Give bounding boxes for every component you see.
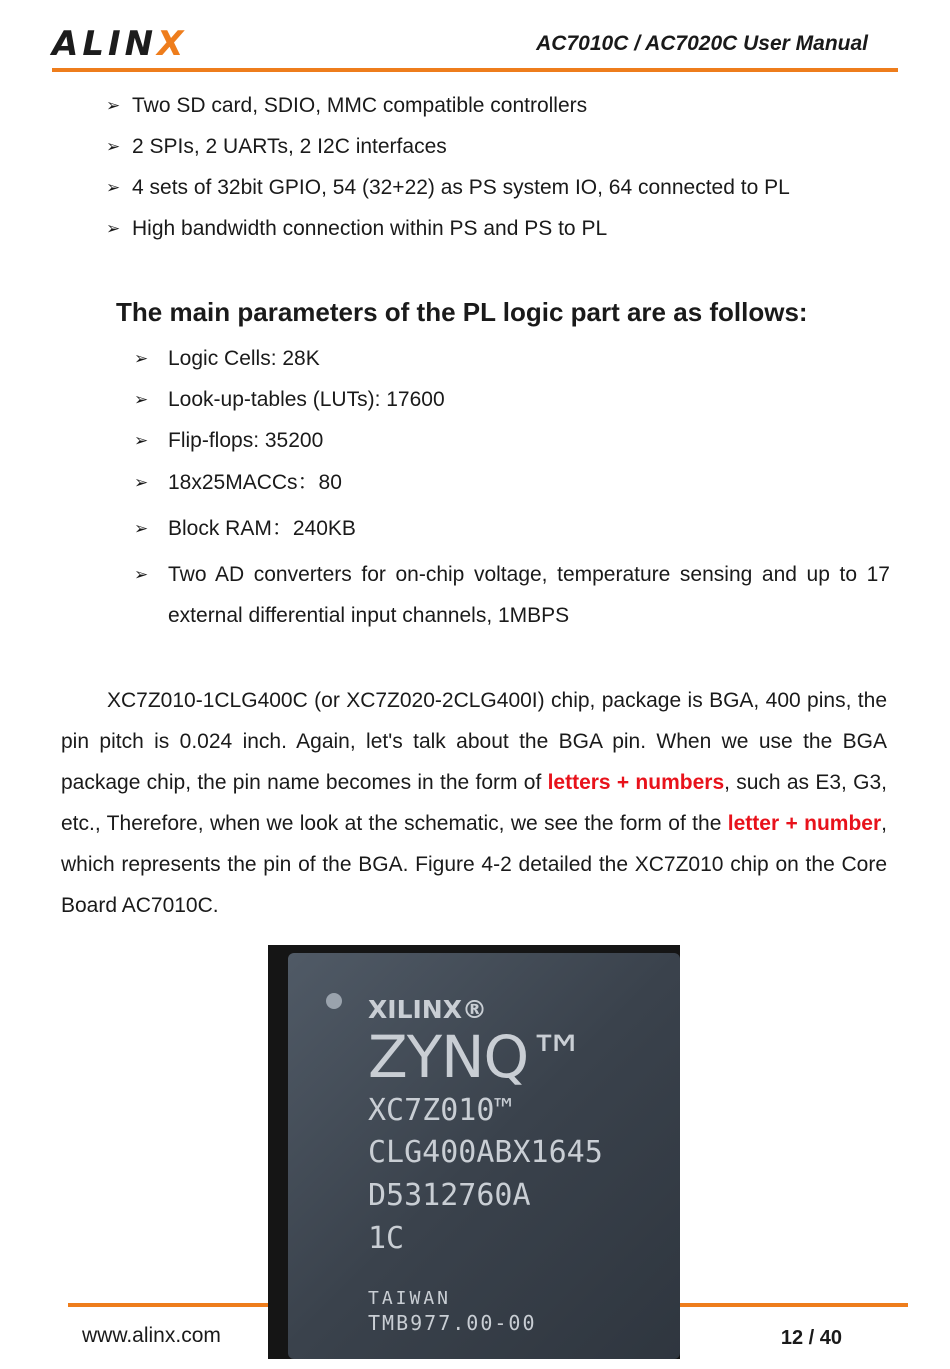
arrow-bullet-icon: ➢	[106, 219, 121, 238]
chip-package-code: CLG400ABX1645	[368, 1135, 603, 1170]
list-item: ➢ Look-up-tables (LUTs): 17600	[134, 386, 890, 427]
chip-lot-code: D5312760A	[368, 1178, 531, 1213]
header-divider	[52, 68, 898, 72]
arrow-bullet-icon: ➢	[134, 390, 149, 409]
arrow-bullet-icon: ➢	[134, 519, 149, 538]
ps-feature-list	[106, 92, 790, 256]
chip-family: ZYNQ™	[368, 1023, 586, 1091]
arrow-bullet-icon: ➢	[134, 349, 149, 368]
list-item: ➢ Block RAM：240KB	[134, 515, 890, 560]
list-item: ➢ 2 SPIs, 2 UARTs, 2 I2C interfaces	[106, 133, 790, 174]
body-paragraph: XC7Z010-1CLG400C (or XC7Z020-2CLG400I) chip, package is BGA, 400 pins, the pin pitch is 0.024 inch. Again, let's talk about the BGA pin. When we use the BGA package chip, the pin name becomes in the form of letters + numbers, such as E3, G3, etc., Therefore, when we look at the schematic, we see the form of the letter + number, which represents the pin of the BGA. Figure 4-2 detailed the XC7Z010 chip on the Core Board AC7010C.	[61, 689, 887, 917]
footer-divider-right	[680, 1303, 908, 1307]
chip-part-number: XC7Z010™	[368, 1093, 513, 1128]
highlight-text: letters + numbers	[547, 771, 725, 794]
highlight-text: letter + number	[727, 812, 882, 835]
chip-origin: TAIWAN	[368, 1288, 452, 1309]
arrow-bullet-icon: ➢	[134, 431, 149, 450]
arrow-bullet-icon: ➢	[134, 565, 149, 584]
pl-parameter-list	[134, 345, 890, 636]
list-item: ➢ Two AD converters for on-chip voltage, temperature sensing and up to 17 external differential input channels, 1MBPS	[134, 554, 890, 636]
list-item: ➢ 18x25MACCs：80	[134, 469, 890, 515]
document-title: AC7010C / AC7020C User Manual	[536, 32, 868, 55]
footer-website-link[interactable]: www.alinx.com	[82, 1324, 221, 1347]
footer-divider-left	[68, 1303, 268, 1307]
list-item: ➢ Two SD card, SDIO, MMC compatible controllers	[106, 92, 790, 133]
alinx-logo: ALINX	[52, 24, 188, 64]
chip-brand: XILINX®	[368, 995, 488, 1024]
list-item: ➢ Logic Cells: 28K	[134, 345, 890, 386]
arrow-bullet-icon: ➢	[134, 473, 149, 492]
list-item: ➢ High bandwidth connection within PS and PS to PL	[106, 215, 790, 256]
chip-code: TMB977.00-00	[368, 1311, 537, 1335]
arrow-bullet-icon: ➢	[106, 137, 121, 156]
page-number: 12 / 40	[780, 1327, 842, 1349]
list-item: ➢ Flip-flops: 35200	[134, 427, 890, 469]
pin1-marker-icon	[326, 993, 342, 1009]
section-heading: The main parameters of the PL logic part are as follows:	[116, 297, 808, 327]
list-item: ➢ 4 sets of 32bit GPIO, 54 (32+22) as PS system IO, 64 connected to PL	[106, 174, 790, 215]
arrow-bullet-icon: ➢	[106, 96, 121, 115]
zynq-chip-photo	[268, 945, 680, 1359]
chip-package	[288, 953, 680, 1359]
arrow-bullet-icon: ➢	[106, 178, 121, 197]
chip-grade: 1C	[368, 1221, 405, 1256]
